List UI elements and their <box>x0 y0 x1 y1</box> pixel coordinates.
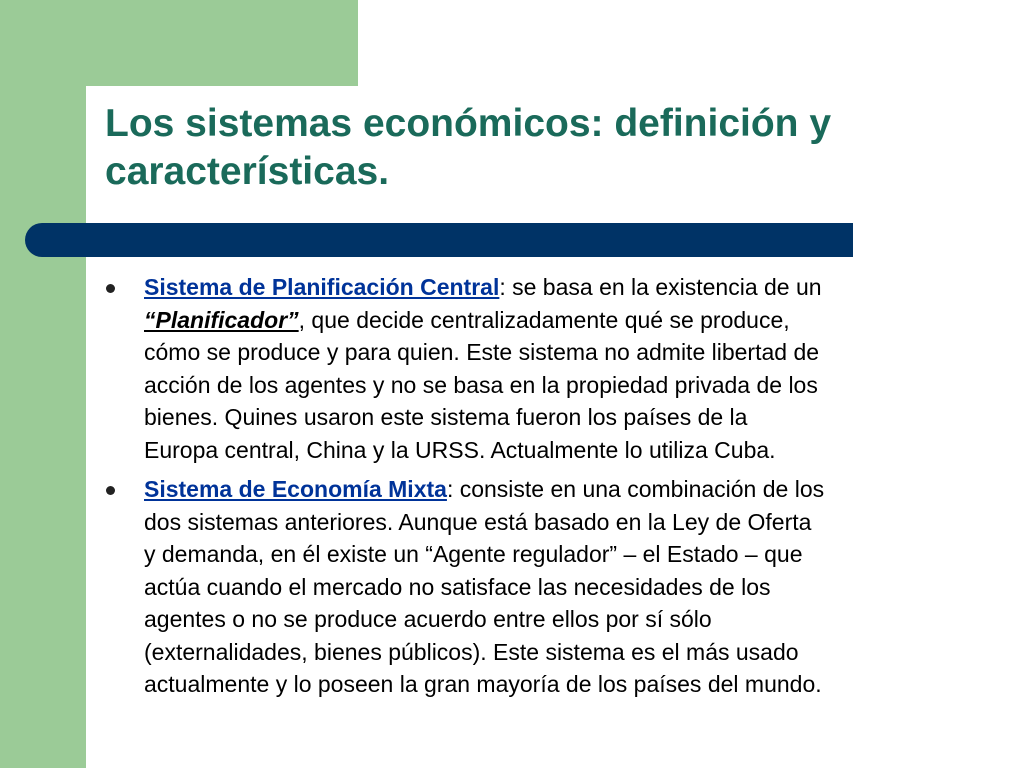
slide-title-line-2: características. <box>105 150 390 193</box>
bullet-2-line-5: agentes o no se produce acuerdo entre ellos por sí sólo <box>144 606 712 632</box>
term-planificacion-central-link[interactable]: Sistema de Planificación Central <box>144 274 500 300</box>
bullet-1-line-1-text: : se basa en la existencia de un <box>499 274 822 300</box>
term-planificador: “Planificador” <box>144 306 299 333</box>
term-economia-mixta-link[interactable]: Sistema de Economía Mixta <box>144 476 447 502</box>
bullet-item-economia-mixta <box>104 473 964 701</box>
bullet-item-planificacion-central <box>104 271 964 466</box>
slide-title <box>105 100 985 196</box>
bullet-list <box>104 271 964 708</box>
top-accent-block <box>86 0 358 86</box>
bullet-1-line-2 <box>144 304 964 337</box>
bullet-1-line-6: Europa central, China y la URSS. Actualmente lo utiliza Cuba. <box>144 436 776 463</box>
bullet-1-line-5: bienes. Quines usaron este sistema fueron los países de la <box>144 404 748 430</box>
bullet-1-line-3: cómo se produce y para quien. Este sistema no admite libertad de <box>144 339 820 365</box>
bullet-2-line-7: actualmente y lo poseen la gran mayoría de los países del mundo. <box>144 671 822 697</box>
bullet-1-line-2-text: , que decide centralizadamente qué se produce, <box>298 306 790 333</box>
title-divider-bar <box>25 223 853 257</box>
bullet-1-line-1 <box>144 271 964 304</box>
bullet-2-line-1-text: : consiste en una combinación de los <box>446 476 825 502</box>
left-accent-bar <box>0 0 86 768</box>
bullet-2-line-3: y demanda, en él existe un “Agente regulador” – el Estado – que <box>144 541 803 567</box>
bullet-1-line-4: acción de los agentes y no se basa en la propiedad privada de los <box>144 371 818 398</box>
bullet-2-line-2: dos sistemas anteriores. Aunque está basado en la Ley de Oferta <box>144 508 812 535</box>
bullet-dot-icon <box>106 486 115 495</box>
bullet-2-line-1 <box>144 473 964 506</box>
bullet-2-line-4: actúa cuando el mercado no satisface las necesidades de los <box>144 573 771 600</box>
bullet-2-line-6: (externalidades, bienes públicos). Este sistema es el más usado <box>144 638 799 665</box>
bullet-dot-icon <box>106 284 115 293</box>
slide-title-line-1: Los sistemas económicos: definición y <box>105 102 832 145</box>
